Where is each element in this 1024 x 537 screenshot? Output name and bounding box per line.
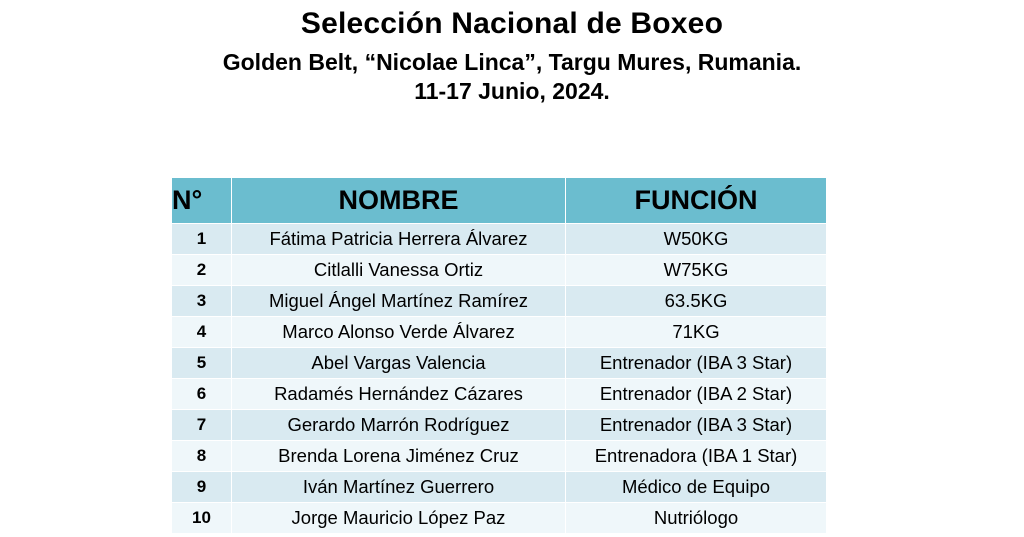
row-number: 3 xyxy=(172,286,232,317)
table-row xyxy=(172,286,827,317)
row-number: 1 xyxy=(172,224,232,255)
table-header xyxy=(172,178,827,224)
table-body xyxy=(172,224,827,534)
row-role: Entrenadora (IBA 1 Star) xyxy=(566,441,827,472)
row-name: Citlalli Vanessa Ortiz xyxy=(232,255,566,286)
row-number: 9 xyxy=(172,472,232,503)
row-name: Marco Alonso Verde Álvarez xyxy=(232,317,566,348)
column-header-role: FUNCIÓN xyxy=(566,178,827,224)
roster-table-container xyxy=(171,177,824,534)
document-header xyxy=(0,0,1024,107)
row-role: Entrenador (IBA 3 Star) xyxy=(566,348,827,379)
table-row xyxy=(172,255,827,286)
row-number: 4 xyxy=(172,317,232,348)
event-dates: 11-17 Junio, 2024. xyxy=(414,78,610,105)
row-role: W50KG xyxy=(566,224,827,255)
row-name: Jorge Mauricio López Paz xyxy=(232,503,566,534)
row-role: W75KG xyxy=(566,255,827,286)
row-number: 10 xyxy=(172,503,232,534)
row-name: Miguel Ángel Martínez Ramírez xyxy=(232,286,566,317)
table-row xyxy=(172,224,827,255)
column-header-number: N° xyxy=(172,178,232,224)
table-row xyxy=(172,472,827,503)
event-location: Golden Belt, “Nicolae Linca”, Targu Mures, Rumania. xyxy=(222,48,802,75)
row-number: 8 xyxy=(172,441,232,472)
row-name: Gerardo Marrón Rodríguez xyxy=(232,410,566,441)
table-header-row xyxy=(172,178,827,224)
row-name: Brenda Lorena Jiménez Cruz xyxy=(232,441,566,472)
table-row xyxy=(172,410,827,441)
table-row xyxy=(172,379,827,410)
row-number: 7 xyxy=(172,410,232,441)
row-role: Entrenador (IBA 2 Star) xyxy=(566,379,827,410)
row-role: 63.5KG xyxy=(566,286,827,317)
row-name: Abel Vargas Valencia xyxy=(232,348,566,379)
row-name: Fátima Patricia Herrera Álvarez xyxy=(232,224,566,255)
row-role: Médico de Equipo xyxy=(566,472,827,503)
row-name: Iván Martínez Guerrero xyxy=(232,472,566,503)
row-role: Entrenador (IBA 3 Star) xyxy=(566,410,827,441)
row-number: 6 xyxy=(172,379,232,410)
page-title: Selección Nacional de Boxeo xyxy=(300,7,724,40)
table-row xyxy=(172,317,827,348)
row-number: 2 xyxy=(172,255,232,286)
row-role: Nutriólogo xyxy=(566,503,827,534)
row-role: 71KG xyxy=(566,317,827,348)
row-number: 5 xyxy=(172,348,232,379)
roster-table xyxy=(171,177,827,534)
table-row xyxy=(172,503,827,534)
column-header-name: NOMBRE xyxy=(232,178,566,224)
table-row xyxy=(172,441,827,472)
row-name: Radamés Hernández Cázares xyxy=(232,379,566,410)
table-row xyxy=(172,348,827,379)
